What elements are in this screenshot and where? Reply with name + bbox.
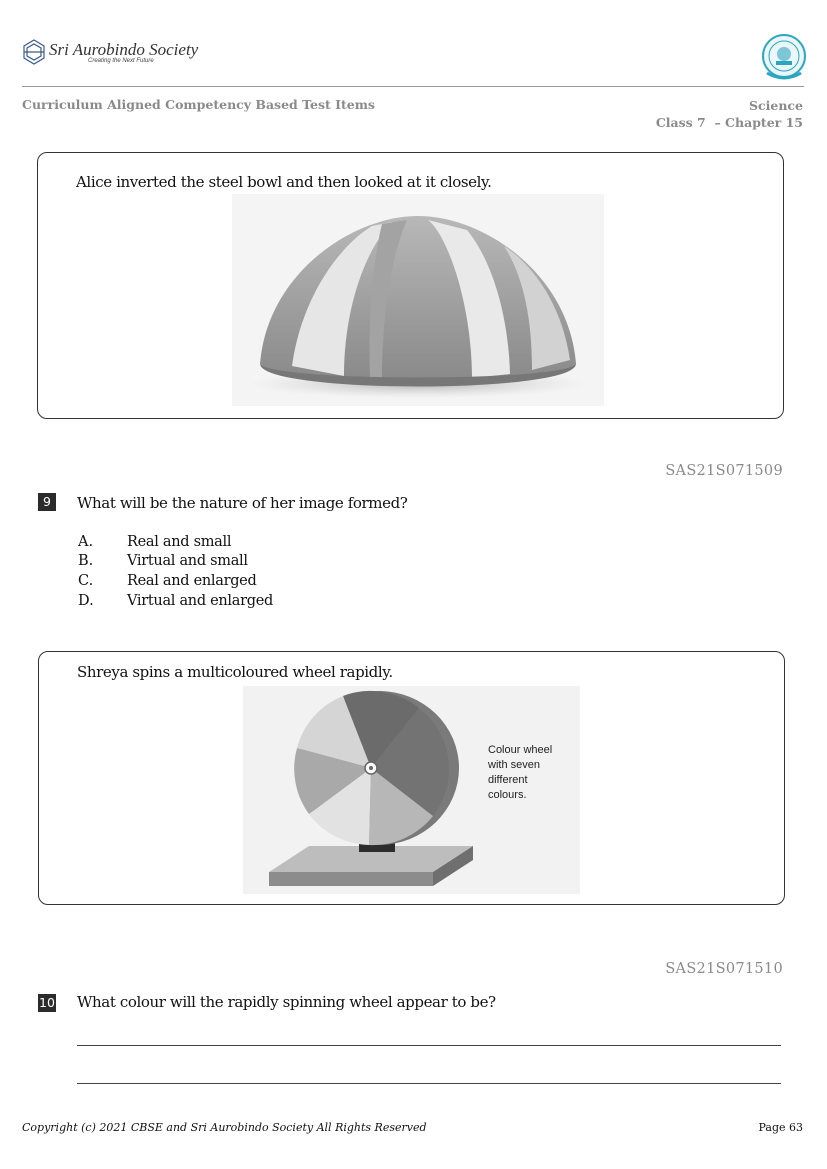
- caption-line: with seven: [488, 759, 540, 771]
- option-letter: B.: [78, 553, 94, 569]
- option-text: Virtual and small: [127, 553, 248, 569]
- question-10-number: 10: [39, 995, 55, 1010]
- option-letter: A.: [78, 534, 94, 550]
- question-9-code: SAS21S071509: [665, 463, 783, 479]
- question-10-code: SAS21S071510: [665, 961, 783, 977]
- footer-copyright: Copyright (c) 2021 CBSE and Sri Aurobindo Society All Rights Reserved: [22, 1121, 427, 1134]
- answer-line[interactable]: [77, 1083, 781, 1084]
- subject-label: Science: [749, 98, 803, 113]
- question-9-text: What will be the nature of her image formed?: [77, 494, 408, 512]
- option-text: Real and enlarged: [127, 573, 257, 589]
- option-letter: D.: [78, 593, 94, 609]
- option-text: Real and small: [127, 534, 232, 550]
- page-number: Page 63: [758, 1121, 803, 1134]
- org-tagline: Creating the Next Future: [88, 58, 154, 64]
- colour-wheel-image: [243, 686, 580, 894]
- question-9-number: 9: [38, 493, 56, 511]
- caption-line: Colour wheel: [488, 744, 553, 756]
- question-10-context-text: Shreya spins a multicoloured wheel rapidly.: [77, 663, 393, 681]
- org-name: Sri Aurobindo Society: [49, 40, 199, 59]
- answer-line[interactable]: [77, 1045, 781, 1046]
- class-chapter-label: Class 7 – Chapter 15: [655, 115, 803, 130]
- option-text: Virtual and enlarged: [127, 593, 273, 609]
- caption-line: different: [488, 774, 528, 786]
- question-9-context-text: Alice inverted the steel bowl and then looked at it closely.: [76, 173, 492, 191]
- document-title: Curriculum Aligned Competency Based Test Items: [22, 97, 375, 112]
- cbse-seal-logo: [759, 33, 809, 83]
- question-10-text: What colour will the rapidly spinning wheel appear to be?: [77, 993, 496, 1011]
- inverted-steel-bowl-image: [232, 194, 604, 406]
- caption-line: colours.: [488, 789, 527, 801]
- option-letter: C.: [78, 573, 94, 589]
- subject-chapter-info: [656, 97, 803, 131]
- header-divider: [22, 86, 804, 87]
